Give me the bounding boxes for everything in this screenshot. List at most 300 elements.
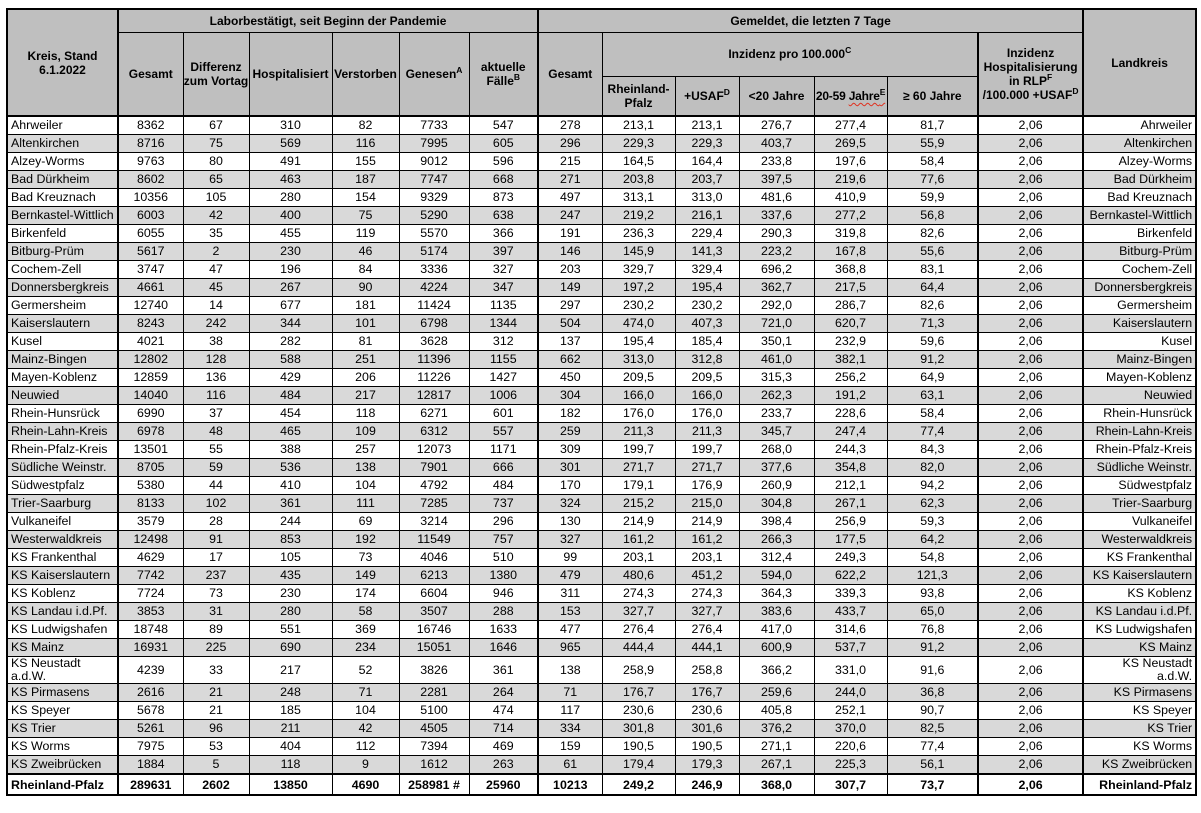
cell-inzidenz-rlp: 176,7 xyxy=(602,684,675,702)
cell-inzidenz-hosp: 2,06 xyxy=(978,261,1083,279)
cell-inzidenz-usaf: 271,7 xyxy=(675,459,739,477)
cell-inzidenz-u20: 267,1 xyxy=(739,756,814,775)
cell-inzidenz-ue60: 55,6 xyxy=(887,243,978,261)
cell-aktuelle-faelle: 638 xyxy=(469,207,538,225)
cell-inzidenz-u20: 481,6 xyxy=(739,189,814,207)
cell-landkreis-name: Südliche Weinstr. xyxy=(1083,459,1196,477)
cell-kreis-name: KS Neustadt a.d.W. xyxy=(7,657,118,684)
cell-inzidenz-rlp: 209,5 xyxy=(602,369,675,387)
cell-differenz: 65 xyxy=(183,171,249,189)
cell-inzidenz-usaf: 214,9 xyxy=(675,513,739,531)
cell-aktuelle-faelle: 596 xyxy=(469,153,538,171)
cell-inzidenz-20-59: 217,5 xyxy=(814,279,887,297)
cell-verstorben: 149 xyxy=(332,567,399,585)
cell-inzidenz-usaf: 329,4 xyxy=(675,261,739,279)
cell-landkreis-name: KS Kaiserslautern xyxy=(1083,567,1196,585)
table-row xyxy=(7,405,1196,423)
cell-inzidenz-ue60: 81,7 xyxy=(887,116,978,135)
cell-gesamt: 4661 xyxy=(118,279,183,297)
cell-inzidenz-u20: 337,6 xyxy=(739,207,814,225)
cell-verstorben: 138 xyxy=(332,459,399,477)
inzidenz-footnote: C xyxy=(845,45,852,55)
cell-verstorben: 112 xyxy=(332,738,399,756)
cell-genesen: 4046 xyxy=(399,549,469,567)
cell-genesen: 5100 xyxy=(399,702,469,720)
cell-inzidenz-usaf: 185,4 xyxy=(675,333,739,351)
cell-verstorben: 58 xyxy=(332,603,399,621)
total-genesen: 258981 # xyxy=(399,774,469,795)
cell-landkreis-name: KS Frankenthal xyxy=(1083,549,1196,567)
cell-gesamt: 8705 xyxy=(118,459,183,477)
cell-inzidenz-usaf: 179,3 xyxy=(675,756,739,775)
cell-kreis-name: Bitburg-Prüm xyxy=(7,243,118,261)
cell-inzidenz-u20: 260,9 xyxy=(739,477,814,495)
table-row xyxy=(7,441,1196,459)
cell-inzidenz-hosp: 2,06 xyxy=(978,495,1083,513)
table-row xyxy=(7,756,1196,775)
cell-aktuelle-faelle: 312 xyxy=(469,333,538,351)
cell-inzidenz-u20: 377,6 xyxy=(739,459,814,477)
table-row xyxy=(7,423,1196,441)
cell-inzidenz-usaf: 258,8 xyxy=(675,657,739,684)
cell-gesamt-7-tage: 137 xyxy=(538,333,602,351)
cell-gesamt: 6055 xyxy=(118,225,183,243)
cell-gesamt-7-tage: 130 xyxy=(538,513,602,531)
cell-inzidenz-ue60: 64,4 xyxy=(887,279,978,297)
cell-inzidenz-u20: 366,2 xyxy=(739,657,814,684)
cell-hospitalisiert: 217 xyxy=(249,657,332,684)
cell-inzidenz-usaf: 216,1 xyxy=(675,207,739,225)
cell-landkreis-name: KS Neustadt a.d.W. xyxy=(1083,657,1196,684)
cell-inzidenz-20-59: 244,3 xyxy=(814,441,887,459)
cell-verstorben: 174 xyxy=(332,585,399,603)
rlp-footnote: F xyxy=(1046,71,1053,82)
cell-aktuelle-faelle: 1171 xyxy=(469,441,538,459)
cell-inzidenz-u20: 600,9 xyxy=(739,639,814,657)
cell-inzidenz-usaf: 312,8 xyxy=(675,351,739,369)
cell-differenz: 237 xyxy=(183,567,249,585)
header-genesen: Genesen$^A$ xyxy=(399,32,469,116)
total-aktuelle-faelle: 25960 xyxy=(469,774,538,795)
cell-differenz: 73 xyxy=(183,585,249,603)
cell-aktuelle-faelle: 946 xyxy=(469,585,538,603)
cell-inzidenz-rlp: 274,3 xyxy=(602,585,675,603)
cell-genesen: 3336 xyxy=(399,261,469,279)
header-inzidenz-hospitalisierung: Inzidenz Hospitalisierung in $RLP^F$ $/100.000 +USAF^D$ xyxy=(978,32,1083,116)
cell-inzidenz-ue60: 58,4 xyxy=(887,153,978,171)
cell-hospitalisiert: 465 xyxy=(249,423,332,441)
cell-inzidenz-rlp: 215,2 xyxy=(602,495,675,513)
cell-inzidenz-20-59: 219,6 xyxy=(814,171,887,189)
header-gesamt-7-tage: Gesamt xyxy=(538,32,602,116)
table-body xyxy=(7,116,1196,774)
cell-inzidenz-u20: 271,1 xyxy=(739,738,814,756)
cell-inzidenz-hosp: 2,06 xyxy=(978,207,1083,225)
cell-inzidenz-u20: 397,5 xyxy=(739,171,814,189)
cell-verstorben: 155 xyxy=(332,153,399,171)
header-differenz-vortag: Differenz zum Vortag xyxy=(183,32,249,116)
cell-aktuelle-faelle: 547 xyxy=(469,116,538,135)
cell-inzidenz-usaf: 176,0 xyxy=(675,405,739,423)
cell-gesamt-7-tage: 247 xyxy=(538,207,602,225)
cell-inzidenz-usaf: 444,1 xyxy=(675,639,739,657)
cell-landkreis-name: Mayen-Koblenz xyxy=(1083,369,1196,387)
cell-inzidenz-20-59: 339,3 xyxy=(814,585,887,603)
cell-hospitalisiert: 230 xyxy=(249,585,332,603)
cell-aktuelle-faelle: 605 xyxy=(469,135,538,153)
cell-gesamt-7-tage: 334 xyxy=(538,720,602,738)
cell-differenz: 38 xyxy=(183,333,249,351)
cell-kreis-name: Rhein-Pfalz-Kreis xyxy=(7,441,118,459)
cell-inzidenz-rlp: 203,1 xyxy=(602,549,675,567)
cell-inzidenz-20-59: 370,0 xyxy=(814,720,887,738)
cell-inzidenz-usaf: 229,3 xyxy=(675,135,739,153)
cell-aktuelle-faelle: 1155 xyxy=(469,351,538,369)
total-landkreis-label: Rheinland-Pfalz xyxy=(1083,774,1196,795)
cell-differenz: 105 xyxy=(183,189,249,207)
cell-inzidenz-rlp: 229,3 xyxy=(602,135,675,153)
cell-hospitalisiert: 569 xyxy=(249,135,332,153)
cell-inzidenz-rlp: 164,5 xyxy=(602,153,675,171)
cell-inzidenz-usaf: 161,2 xyxy=(675,531,739,549)
cell-verstorben: 251 xyxy=(332,351,399,369)
cell-verstorben: 84 xyxy=(332,261,399,279)
cell-gesamt: 12498 xyxy=(118,531,183,549)
cell-inzidenz-u20: 376,2 xyxy=(739,720,814,738)
cell-inzidenz-usaf: 209,5 xyxy=(675,369,739,387)
table-row xyxy=(7,531,1196,549)
cell-gesamt: 8133 xyxy=(118,495,183,513)
cell-hospitalisiert: 455 xyxy=(249,225,332,243)
cell-gesamt-7-tage: 301 xyxy=(538,459,602,477)
cell-aktuelle-faelle: 737 xyxy=(469,495,538,513)
cell-kreis-name: Mainz-Bingen xyxy=(7,351,118,369)
cell-inzidenz-hosp: 2,06 xyxy=(978,225,1083,243)
cell-differenz: 55 xyxy=(183,441,249,459)
cell-inzidenz-hosp: 2,06 xyxy=(978,459,1083,477)
cell-verstorben: 111 xyxy=(332,495,399,513)
table-row xyxy=(7,585,1196,603)
cell-inzidenz-ue60: 76,8 xyxy=(887,621,978,639)
total-differenz: 2602 xyxy=(183,774,249,795)
cell-inzidenz-u20: 696,2 xyxy=(739,261,814,279)
cell-hospitalisiert: 435 xyxy=(249,567,332,585)
cell-inzidenz-rlp: 444,4 xyxy=(602,639,675,657)
cell-landkreis-name: KS Trier xyxy=(1083,720,1196,738)
cell-inzidenz-u20: 276,7 xyxy=(739,116,814,135)
table-row xyxy=(7,495,1196,513)
cell-hospitalisiert: 248 xyxy=(249,684,332,702)
cell-genesen: 11226 xyxy=(399,369,469,387)
cell-gesamt-7-tage: 477 xyxy=(538,621,602,639)
cell-gesamt: 4629 xyxy=(118,549,183,567)
cell-inzidenz-usaf: 230,6 xyxy=(675,702,739,720)
cell-inzidenz-usaf: 274,3 xyxy=(675,585,739,603)
cell-genesen: 3214 xyxy=(399,513,469,531)
cell-verstorben: 109 xyxy=(332,423,399,441)
header-gesamt-pandemie: Gesamt xyxy=(118,32,183,116)
cell-genesen: 16746 xyxy=(399,621,469,639)
cell-kreis-name: Neuwied xyxy=(7,387,118,405)
cell-gesamt-7-tage: 61 xyxy=(538,756,602,775)
table-row xyxy=(7,315,1196,333)
table-row xyxy=(7,243,1196,261)
cell-differenz: 21 xyxy=(183,684,249,702)
cell-differenz: 48 xyxy=(183,423,249,441)
cell-landkreis-name: Südwestpfalz xyxy=(1083,477,1196,495)
cell-aktuelle-faelle: 557 xyxy=(469,423,538,441)
cell-inzidenz-20-59: 269,5 xyxy=(814,135,887,153)
cell-inzidenz-usaf: 199,7 xyxy=(675,441,739,459)
cell-inzidenz-usaf: 407,3 xyxy=(675,315,739,333)
cell-inzidenz-usaf: 229,4 xyxy=(675,225,739,243)
cell-landkreis-name: Altenkirchen xyxy=(1083,135,1196,153)
cell-inzidenz-hosp: 2,06 xyxy=(978,621,1083,639)
cell-gesamt-7-tage: 271 xyxy=(538,171,602,189)
cell-genesen: 15051 xyxy=(399,639,469,657)
cell-inzidenz-20-59: 277,2 xyxy=(814,207,887,225)
cell-inzidenz-usaf: 301,6 xyxy=(675,720,739,738)
group-header-gemeldet-7-tage: Gemeldet, die letzten 7 Tage xyxy=(538,9,1083,32)
table-row xyxy=(7,702,1196,720)
faelle-footnote: B xyxy=(513,71,521,82)
cell-inzidenz-u20: 292,0 xyxy=(739,297,814,315)
table-row xyxy=(7,621,1196,639)
cell-kreis-name: Rhein-Hunsrück xyxy=(7,405,118,423)
cell-gesamt-7-tage: 191 xyxy=(538,225,602,243)
cell-differenz: 37 xyxy=(183,405,249,423)
cell-hospitalisiert: 404 xyxy=(249,738,332,756)
cell-gesamt: 5261 xyxy=(118,720,183,738)
cell-inzidenz-hosp: 2,06 xyxy=(978,441,1083,459)
cell-inzidenz-u20: 266,3 xyxy=(739,531,814,549)
cell-aktuelle-faelle: 296 xyxy=(469,513,538,531)
cell-kreis-name: Mayen-Koblenz xyxy=(7,369,118,387)
cell-hospitalisiert: 280 xyxy=(249,603,332,621)
cell-genesen: 7901 xyxy=(399,459,469,477)
cell-inzidenz-u20: 398,4 xyxy=(739,513,814,531)
cell-gesamt-7-tage: 71 xyxy=(538,684,602,702)
cell-kreis-name: Bad Kreuznach xyxy=(7,189,118,207)
cell-differenz: 28 xyxy=(183,513,249,531)
cell-differenz: 225 xyxy=(183,639,249,657)
cell-inzidenz-ue60: 64,9 xyxy=(887,369,978,387)
cell-inzidenz-20-59: 622,2 xyxy=(814,567,887,585)
table-row xyxy=(7,297,1196,315)
cell-inzidenz-20-59: 167,8 xyxy=(814,243,887,261)
cell-inzidenz-u20: 594,0 xyxy=(739,567,814,585)
cell-inzidenz-hosp: 2,06 xyxy=(978,315,1083,333)
cell-inzidenz-hosp: 2,06 xyxy=(978,702,1083,720)
cell-inzidenz-usaf: 141,3 xyxy=(675,243,739,261)
cell-inzidenz-hosp: 2,06 xyxy=(978,657,1083,684)
cell-kreis-name: Altenkirchen xyxy=(7,135,118,153)
cell-inzidenz-ue60: 77,4 xyxy=(887,738,978,756)
cell-gesamt-7-tage: 965 xyxy=(538,639,602,657)
cell-gesamt: 16931 xyxy=(118,639,183,657)
cell-verstorben: 192 xyxy=(332,531,399,549)
cell-inzidenz-usaf: 276,4 xyxy=(675,621,739,639)
cell-inzidenz-rlp: 236,3 xyxy=(602,225,675,243)
cell-differenz: 96 xyxy=(183,720,249,738)
table-row xyxy=(7,279,1196,297)
cell-inzidenz-usaf: 451,2 xyxy=(675,567,739,585)
cell-aktuelle-faelle: 1633 xyxy=(469,621,538,639)
cell-inzidenz-u20: 262,3 xyxy=(739,387,814,405)
cell-hospitalisiert: 344 xyxy=(249,315,332,333)
table-row xyxy=(7,603,1196,621)
cell-gesamt: 8716 xyxy=(118,135,183,153)
jahre-footnote: E xyxy=(879,86,886,97)
cell-inzidenz-hosp: 2,06 xyxy=(978,279,1083,297)
cell-gesamt-7-tage: 327 xyxy=(538,531,602,549)
cell-kreis-name: KS Koblenz xyxy=(7,585,118,603)
cell-differenz: 5 xyxy=(183,756,249,775)
cell-inzidenz-20-59: 277,4 xyxy=(814,116,887,135)
cell-inzidenz-ue60: 91,2 xyxy=(887,351,978,369)
spellcheck-underline: Jahre$^E$ xyxy=(848,86,886,103)
covid-incidence-table xyxy=(6,8,1197,796)
total-hospitalisiert: 13850 xyxy=(249,774,332,795)
cell-aktuelle-faelle: 601 xyxy=(469,405,538,423)
cell-hospitalisiert: 551 xyxy=(249,621,332,639)
cell-inzidenz-20-59: 249,3 xyxy=(814,549,887,567)
cell-differenz: 53 xyxy=(183,738,249,756)
total-inzidenz-hosp: 2,06 xyxy=(978,774,1083,795)
cell-inzidenz-20-59: 228,6 xyxy=(814,405,887,423)
cell-inzidenz-hosp: 2,06 xyxy=(978,738,1083,756)
cell-landkreis-name: Neuwied xyxy=(1083,387,1196,405)
cell-gesamt-7-tage: 117 xyxy=(538,702,602,720)
cell-genesen: 7394 xyxy=(399,738,469,756)
cell-inzidenz-u20: 721,0 xyxy=(739,315,814,333)
cell-differenz: 67 xyxy=(183,116,249,135)
cell-inzidenz-u20: 364,3 xyxy=(739,585,814,603)
cell-aktuelle-faelle: 469 xyxy=(469,738,538,756)
corner-header-kreis-stand xyxy=(7,9,118,116)
cell-inzidenz-hosp: 2,06 xyxy=(978,171,1083,189)
cell-inzidenz-20-59: 252,1 xyxy=(814,702,887,720)
cell-inzidenz-rlp: 474,0 xyxy=(602,315,675,333)
cell-verstorben: 217 xyxy=(332,387,399,405)
cell-hospitalisiert: 244 xyxy=(249,513,332,531)
table-footer xyxy=(7,774,1196,795)
cell-inzidenz-rlp: 480,6 xyxy=(602,567,675,585)
cell-genesen: 12073 xyxy=(399,441,469,459)
table-row xyxy=(7,738,1196,756)
cell-genesen: 6312 xyxy=(399,423,469,441)
total-gesamt: 289631 xyxy=(118,774,183,795)
group-header-laborbestaetigt: Laborbestätigt, seit Beginn der Pandemie xyxy=(118,9,538,32)
cell-aktuelle-faelle: 264 xyxy=(469,684,538,702)
cell-gesamt-7-tage: 153 xyxy=(538,603,602,621)
table-row xyxy=(7,513,1196,531)
cell-aktuelle-faelle: 288 xyxy=(469,603,538,621)
header-20-59-jahre: 20-59 Jahre$^E$ xyxy=(814,76,887,116)
cell-landkreis-name: Rhein-Hunsrück xyxy=(1083,405,1196,423)
table-row xyxy=(7,135,1196,153)
cell-gesamt: 8602 xyxy=(118,171,183,189)
header-aktuelle-faelle: aktuelle Fälle$^B$ xyxy=(469,32,538,116)
cell-inzidenz-rlp: 179,4 xyxy=(602,756,675,775)
cell-gesamt-7-tage: 662 xyxy=(538,351,602,369)
cell-kreis-name: Cochem-Zell xyxy=(7,261,118,279)
cell-gesamt-7-tage: 149 xyxy=(538,279,602,297)
cell-verstorben: 81 xyxy=(332,333,399,351)
cell-genesen: 5570 xyxy=(399,225,469,243)
cell-gesamt: 8243 xyxy=(118,315,183,333)
cell-inzidenz-hosp: 2,06 xyxy=(978,513,1083,531)
table-row xyxy=(7,387,1196,405)
cell-inzidenz-rlp: 203,8 xyxy=(602,171,675,189)
cell-gesamt-7-tage: 170 xyxy=(538,477,602,495)
cell-hospitalisiert: 388 xyxy=(249,441,332,459)
cell-gesamt: 6978 xyxy=(118,423,183,441)
cell-landkreis-name: Bad Dürkheim xyxy=(1083,171,1196,189)
cell-differenz: 21 xyxy=(183,702,249,720)
cell-genesen: 6213 xyxy=(399,567,469,585)
cell-aktuelle-faelle: 1380 xyxy=(469,567,538,585)
cell-differenz: 89 xyxy=(183,621,249,639)
cell-landkreis-name: Bitburg-Prüm xyxy=(1083,243,1196,261)
cell-hospitalisiert: 410 xyxy=(249,477,332,495)
cell-genesen: 11549 xyxy=(399,531,469,549)
cell-gesamt: 8362 xyxy=(118,116,183,135)
cell-inzidenz-rlp: 176,0 xyxy=(602,405,675,423)
cell-aktuelle-faelle: 263 xyxy=(469,756,538,775)
cell-inzidenz-hosp: 2,06 xyxy=(978,243,1083,261)
cell-hospitalisiert: 267 xyxy=(249,279,332,297)
cell-inzidenz-ue60: 56,8 xyxy=(887,207,978,225)
cell-gesamt-7-tage: 215 xyxy=(538,153,602,171)
header-verstorben: Verstorben xyxy=(332,32,399,116)
cell-differenz: 31 xyxy=(183,603,249,621)
cell-inzidenz-rlp: 276,4 xyxy=(602,621,675,639)
cell-gesamt: 5380 xyxy=(118,477,183,495)
cell-inzidenz-ue60: 94,2 xyxy=(887,477,978,495)
cell-hospitalisiert: 677 xyxy=(249,297,332,315)
total-verstorben: 4690 xyxy=(332,774,399,795)
cell-inzidenz-rlp: 190,5 xyxy=(602,738,675,756)
cell-genesen: 4792 xyxy=(399,477,469,495)
cell-differenz: 75 xyxy=(183,135,249,153)
cell-hospitalisiert: 491 xyxy=(249,153,332,171)
cell-hospitalisiert: 484 xyxy=(249,387,332,405)
cell-differenz: 14 xyxy=(183,297,249,315)
cell-genesen: 9329 xyxy=(399,189,469,207)
cell-hospitalisiert: 853 xyxy=(249,531,332,549)
cell-inzidenz-ue60: 59,9 xyxy=(887,189,978,207)
cell-inzidenz-u20: 233,8 xyxy=(739,153,814,171)
cell-gesamt: 5617 xyxy=(118,243,183,261)
cell-inzidenz-20-59: 256,9 xyxy=(814,513,887,531)
cell-inzidenz-hosp: 2,06 xyxy=(978,756,1083,775)
cell-differenz: 242 xyxy=(183,315,249,333)
cell-verstorben: 71 xyxy=(332,684,399,702)
cell-inzidenz-usaf: 313,0 xyxy=(675,189,739,207)
cell-aktuelle-faelle: 397 xyxy=(469,243,538,261)
cell-inzidenz-rlp: 161,2 xyxy=(602,531,675,549)
usaf-footnote-2: D xyxy=(1072,85,1079,96)
cell-inzidenz-ue60: 54,8 xyxy=(887,549,978,567)
cell-inzidenz-20-59: 232,9 xyxy=(814,333,887,351)
cell-gesamt: 10356 xyxy=(118,189,183,207)
cell-gesamt-7-tage: 304 xyxy=(538,387,602,405)
cell-gesamt-7-tage: 99 xyxy=(538,549,602,567)
cell-aktuelle-faelle: 666 xyxy=(469,459,538,477)
cell-gesamt: 12740 xyxy=(118,297,183,315)
cell-differenz: 91 xyxy=(183,531,249,549)
